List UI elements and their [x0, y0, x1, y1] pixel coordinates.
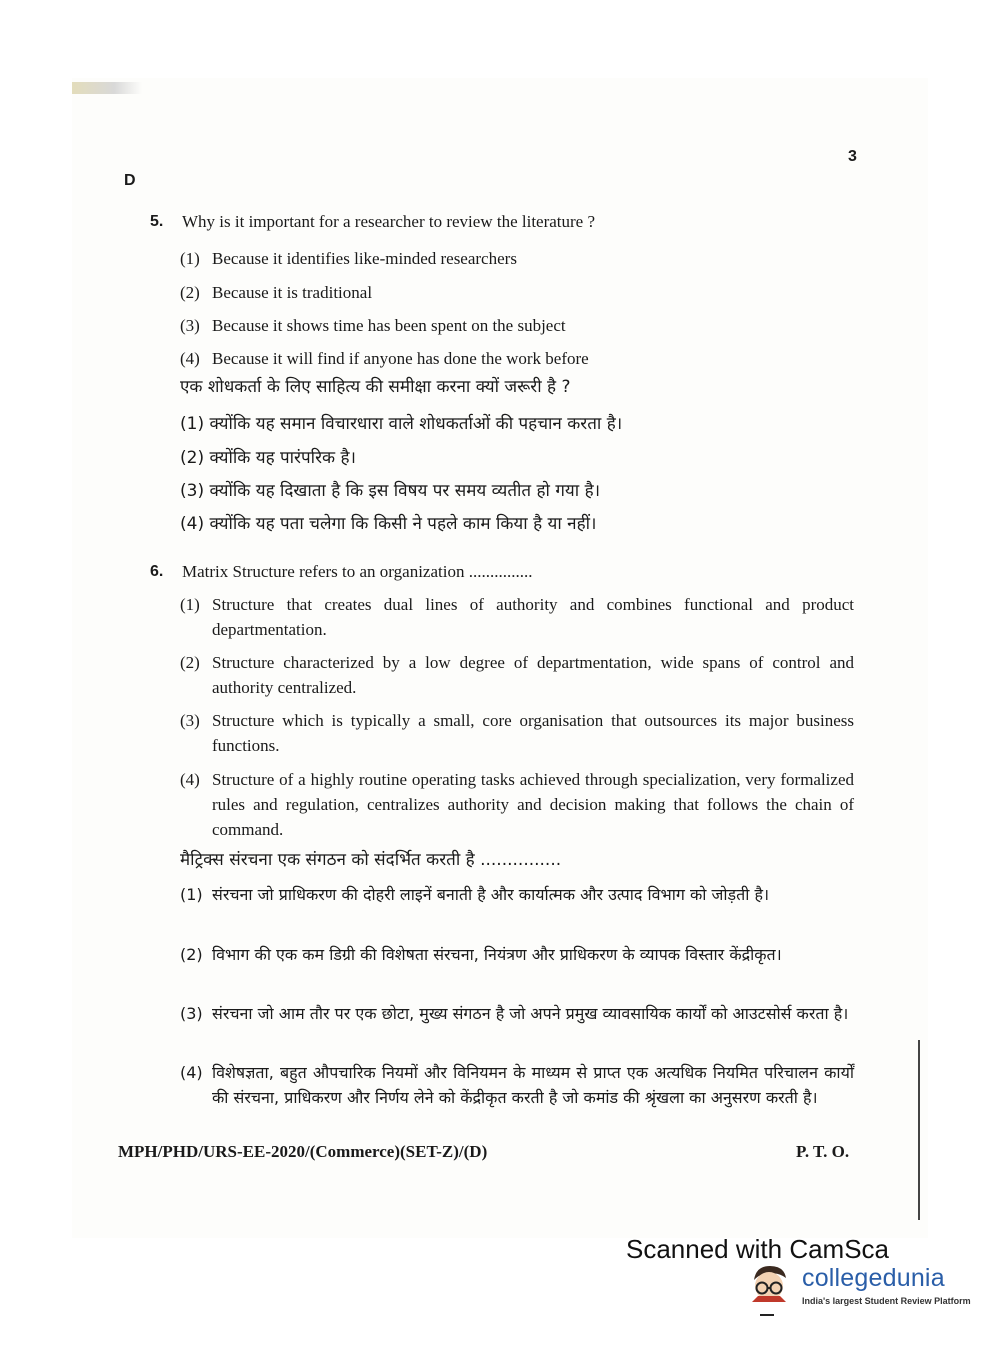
question-number: 6.	[150, 563, 164, 580]
page-edge	[918, 1040, 920, 1220]
paper-code: MPH/PHD/URS-EE-2020/(Commerce)(SET-Z)/(D)	[118, 1142, 488, 1161]
question-text-hindi: एक शोधकर्ता के लिए साहित्य की समीक्षा करना क्यों जरूरी है ?	[180, 377, 571, 397]
question-number: 5.	[150, 213, 164, 230]
brand-name: collegedunia	[802, 1264, 945, 1292]
question-text: Matrix Structure refers to an organization ...............	[182, 562, 533, 581]
option-hindi: (4) क्योंकि यह पता चलेगा कि किसी ने पहले काम किया है या नहीं।	[180, 514, 597, 534]
scanner-watermark: Scanned with CamSca	[626, 1234, 890, 1264]
page-number: 3	[848, 148, 857, 165]
collegedunia-logo	[744, 1260, 971, 1310]
option-hindi: (2) क्योंकि यह पारंपरिक है।	[180, 448, 356, 468]
set-letter: D	[124, 172, 136, 189]
option-hindi: (1) क्योंकि यह समान विचारधारा वाले शोधकर्ताओं की पहचान करता है।	[180, 414, 623, 434]
brand-tagline: India's largest Student Review Platform	[802, 1296, 971, 1306]
question-text-hindi: मैट्रिक्स संरचना एक संगठन को संदर्भित करती है ...............	[180, 850, 562, 870]
scan-artifact	[72, 82, 142, 94]
option-hindi: (3) क्योंकि यह दिखाता है कि इस विषय पर समय व्यतीत हो गया है।	[180, 481, 601, 501]
scan-artifact	[760, 1314, 774, 1316]
please-turn-over: P. T. O.	[796, 1142, 850, 1161]
mascot-icon	[744, 1262, 794, 1308]
question-text: Why is it important for a researcher to review the literature ?	[182, 212, 596, 231]
